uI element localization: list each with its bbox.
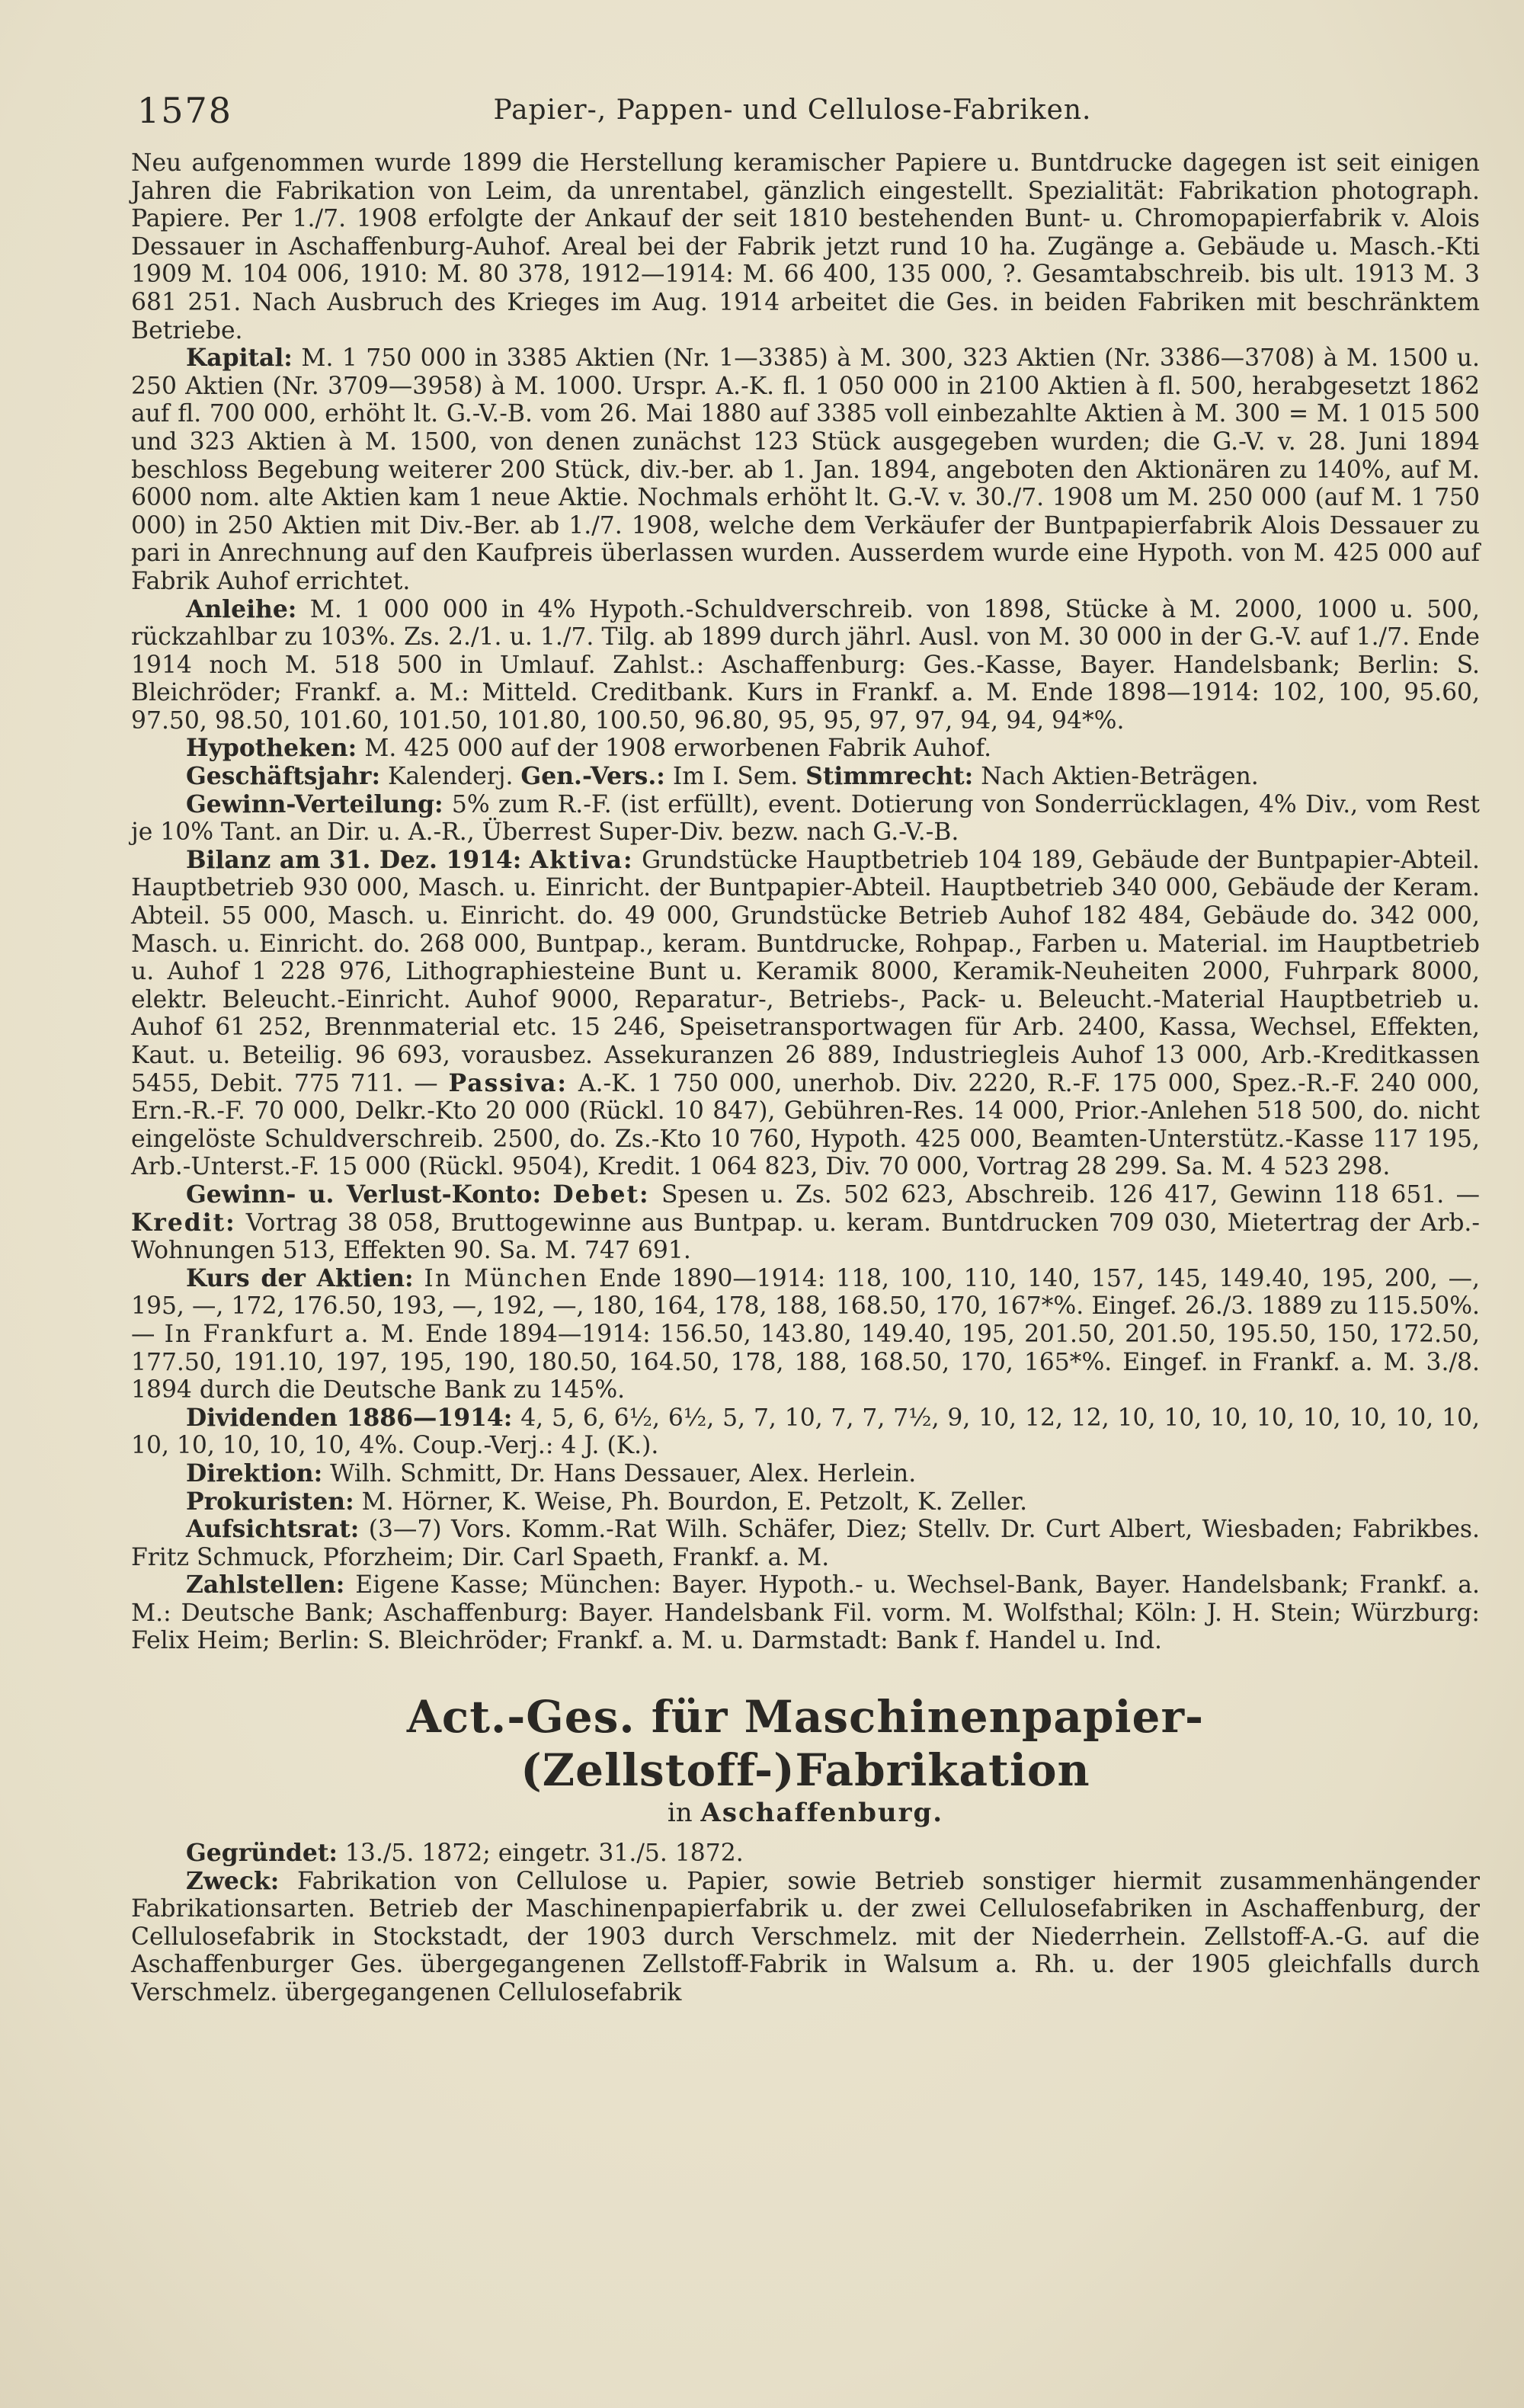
zahlstellen-label: Zahlstellen: xyxy=(186,1571,345,1599)
prokuristen-paragraph xyxy=(131,1488,1480,1516)
aufsichtsrat-paragraph xyxy=(131,1516,1480,1571)
stimmrecht-text: Nach Aktien-Beträgen. xyxy=(981,763,1259,791)
direktion-label: Direktion: xyxy=(186,1459,323,1487)
kapital-text: M. 1 750 000 in 3385 Aktien (Nr. 1—3385) à M. 300, 323 Aktien (Nr. 3386—3708) à M. 1500 u. 250 Aktien (Nr. 3709—3958) à M. 1000. Urspr. A.-K. fl. 1 050 000 in 2100 Aktien à fl. 500, herabgesetzt 1862 auf fl. 700 000, erhöht lt. G.-V.-B. vom 26. Mai 1880 auf 3385 voll einbezahlte Aktien à M. 300 = M. 1 015 500 und 323 Aktien à M. 1500, von denen zunächst 123 Stück ausgegeben wurden; die G.-V. v. 28. Juni 1894 beschloss Begebung weiterer 200 Stück, div.-ber. ab 1. Jan. 1894, angeboten den Aktionären zu 140%, auf M. 6000 nom. alte Aktien kam 1 neue Aktie. Nochmals erhöht lt. G.-V. v. 30./7. 1908 um M. 250 000 (auf M. 1 750 000) in 250 Aktien mit Div.-Ber. ab 1./7. 1908, welche dem Verkäufer der Buntpapierfabrik Alois Dessauer zu pari in Anrechnung auf den Kaufpreis überlassen wurden. Ausserdem wurde eine Hypoth. von M. 425 000 auf Fabrik Auhof errichtet. xyxy=(131,344,1481,595)
gewinnverteilung-label: Gewinn-Verteilung: xyxy=(186,790,443,818)
dividenden-label: Dividenden 1886—1914: xyxy=(186,1404,513,1432)
geschaeftsjahr-paragraph xyxy=(131,763,1480,791)
dividenden-text: 4, 5, 6, 6½, 6½, 5, 7, 10, 7, 7, 7½, 9, 10, 12, 12, 10, 10, 10, 10, 10, 10, 10, 10, 10, 10, 10, 10, 10, 4%. Coup.-Verj.: 4 J. (K.). xyxy=(131,1404,1480,1460)
running-head: Papier-, Pappen- und Cellulose-Fabriken. xyxy=(493,94,1092,126)
zweck-paragraph xyxy=(131,1868,1480,2007)
gewinnverteilung-text: 5% zum R.-F. (ist erfüllt), event. Dotierung von Sonderrücklagen, 4% Div., vom Rest je 10% Tant. an Dir. u. A.-R., Überrest Super-Div. bezw. nach G.-V.-B. xyxy=(131,790,1480,847)
anleihe-paragraph xyxy=(131,596,1480,735)
stimmrecht-label: Stimmrecht: xyxy=(805,763,974,791)
kurs-text: Ende 1890—1914: 118, 100, 110, 140, 157, 145, 149.40, 195, 200, —, 195, —, 172, 176.50, 193, —, 192, —, 180, 164, 178, 188, 168.50, 170, 167*%. Eingef. 26./3. 1889 zu 115.50%. — xyxy=(131,1264,1480,1348)
kurs2-text: Ende 1894—1914: 156.50, 143.80, 149.40, 195, 201.50, 201.50, 195.50, 150, 172.50, 177.50, 191.10, 197, 195, 190, 180.50, 164.50, 178, 188, 168.50, 170, 165*%. Eingef. in Frankf. a. M. 3./8. 1894 durch die Deutsche Bank zu 145%. xyxy=(131,1320,1480,1404)
passiva-text: A.-K. 1 750 000, unerhob. Div. 2220, R.-F. 175 000, Spez.-R.-F. 240 000, Ern.-R.-F. 70 000, Delkr.-Kto 20 000 (Rückl. 10 847), Gebühren-Res. 14 000, Prior.-Anlehen 518 500, do. nicht eingelöste Schuldverschreib. 2500, do. Zs.-Kto 10 760, Hypoth. 425 000, Beamten-Unterstütz.-Kasse 117 195, Arb.-Unterst.-F. 15 000 (Rückl. 9504), Kredit. 1 064 823, Div. 70 000, Vortrag 28 299. Sa. M. 4 523 298. xyxy=(131,1069,1481,1181)
direktion-text: Wilh. Schmitt, Dr. Hans Dessauer, Alex. Herlein. xyxy=(330,1459,917,1487)
aktiva-text: Grundstücke Hauptbetrieb 104 189, Gebäude der Buntpapier-Abteil. Hauptbetrieb 930 000, Masch. u. Einricht. der Buntpapier-Abteil. Hauptbetrieb 340 000, Gebäude der Keram. Abteil. 55 000, Masch. u. Einricht. do. 49 000, Grundstücke Betrieb Auhof 182 484, Gebäude do. 342 000, Masch. u. Einricht. do. 268 000, Buntpap., keram. Buntdrucke, Rohpap., Farben u. Material. im Hauptbetrieb u. Auhof 1 228 976, Lithographiesteine Bunt u. Keramik 8000, Keramik-Neuheiten 2000, Fuhrpark 8000, elektr. Beleucht.-Einricht. Auhof 9000, Reparatur-, Betriebs-, Pack- u. Beleucht.-Material Hauptbetrieb u. Auhof 61 252, Brennmaterial etc. 15 246, Speisetransportwagen für Arb. 2400, Kassa, Wechsel, Effekten, Kaut. u. Beteilig. 96 693, vorausbez. Assekuranzen 26 889, Industriegleis Auhof 13 000, Arb.-Kreditkassen 5455, Debit. 775 711. — xyxy=(131,846,1481,1097)
anleihe-label: Anleihe: xyxy=(186,595,297,623)
direktion-paragraph xyxy=(131,1460,1480,1488)
kredit-text: Vortrag 38 058, Bruttogewinne aus Buntpap. u. keram. Buntdrucken 709 030, Mietertrag der Arb.-Wohnungen 513, Effekten 90. Sa. M. 747 691. xyxy=(131,1209,1480,1265)
kredit-label: Kredit: xyxy=(131,1209,236,1237)
company-city: Aschaffenburg. xyxy=(700,1798,944,1829)
company-title: Act.-Ges. für Maschinenpapier-(Zellstoff-)Fabrikation xyxy=(406,1691,1205,1797)
page-body xyxy=(131,149,1480,2007)
aufsichtsrat-label: Aufsichtsrat: xyxy=(186,1516,360,1544)
kapital-label: Kapital: xyxy=(186,344,293,373)
bilanz-label: Bilanz am 31. Dez. 1914: xyxy=(186,846,522,874)
page-number: 1578 xyxy=(137,90,233,131)
guv-paragraph xyxy=(131,1181,1480,1265)
kurs-frankfurt-label: In Frankfurt a. M. xyxy=(164,1320,416,1348)
guv-label: Gewinn- u. Verlust-Konto: xyxy=(186,1180,542,1209)
dividenden-paragraph xyxy=(131,1404,1480,1460)
kurs-muenchen-label: In München xyxy=(424,1264,589,1292)
company-location xyxy=(131,1797,1480,1829)
hypotheken-text: M. 425 000 auf der 1908 erworbenen Fabrik Auhof. xyxy=(364,735,992,763)
prokuristen-label: Prokuristen: xyxy=(186,1487,354,1516)
zahlstellen-paragraph xyxy=(131,1571,1480,1655)
debet-label: Debet: xyxy=(552,1180,650,1209)
gegruendet-paragraph xyxy=(131,1840,1480,1868)
bilanz-paragraph xyxy=(131,847,1480,1181)
geschaeftsjahr-label: Geschäftsjahr: xyxy=(186,763,381,791)
aktiva-label: Aktiva: xyxy=(529,846,634,874)
genvers-label: Gen.-Vers.: xyxy=(520,763,665,791)
hypotheken-paragraph xyxy=(131,735,1480,763)
gewinnverteilung-paragraph xyxy=(131,791,1480,847)
kurs-paragraph xyxy=(131,1265,1480,1404)
company-in-label: in xyxy=(667,1798,693,1829)
page-header xyxy=(137,90,1448,136)
passiva-label: Passiva: xyxy=(448,1069,568,1097)
geschaeftsjahr-text: Kalenderj. xyxy=(388,763,514,791)
intro-text: Neu aufgenommen wurde 1899 die Herstellung keramischer Papiere u. Buntdrucke dagegen ist seit einigen Jahren die Fabrikation von Leim, da unrentabel, gänzlich eingestellt. Spezialität: Fabrikation photograph. Papiere. Per 1./7. 1908 erfolgte der Ankauf der seit 1810 bestehenden Bunt- u. Chromopapierfabrik v. Alois Dessauer in Aschaffenburg-Auhof. Areal bei der Fabrik jetzt rund 10 ha. Zugänge a. Gebäude u. Masch.-Kti 1909 M. 104 006, 1910: M. 80 378, 1912—1914: M. 66 400, 135 000, ?. Gesamtabschreib. bis ult. 1913 M. 3 681 251. Nach Ausbruch des Krieges im Aug. 1914 arbeitet die Ges. in beiden Fabriken mit beschränktem Betriebe. xyxy=(131,149,1480,344)
zahlstellen-text: Eigene Kasse; München: Bayer. Hypoth.- u. Wechsel-Bank, Bayer. Handelsbank; Frankf. a. M.: Deutsche Bank; Aschaffenburg: Bayer. Handelsbank Fil. vorm. M. Wolfsthal; Köln: J. H. Stein; Würzburg: Felix Heim; Berlin: S. Bleichröder; Frankf. a. M. u. Darmstadt: Bank f. Handel u. Ind. xyxy=(131,1571,1480,1655)
gegruendet-text: 13./5. 1872; eingetr. 31./5. 1872. xyxy=(344,1840,744,1868)
kurs-label: Kurs der Aktien: xyxy=(186,1264,414,1292)
intro-paragraph xyxy=(131,149,1480,344)
prokuristen-text: M. Hörner, K. Weise, Ph. Bourdon, E. Petzolt, K. Zeller. xyxy=(361,1487,1028,1516)
genvers-text: Im I. Sem. xyxy=(672,763,799,791)
debet-text: Spesen u. Zs. 502 623, Abschreib. 126 417, Gewinn 118 651. — xyxy=(661,1180,1480,1209)
zweck-text: Fabrikation von Cellulose u. Papier, sowie Betrieb sonstiger hiermit zusammenhängender Fabrikationsarten. Betrieb der Maschinenpapierfabrik u. der zwei Cellulosefabriken in Aschaffenburg, der Cellulosefabrik in Stockstadt, der 1903 durch Verschmelz. mit der Niederrhein. Zellstoff-A.-G. auf die Aschaffenburger Ges. übergegangenen Zellstoff-Fabrik in Walsum a. Rh. u. der 1905 gleichfalls durch Verschmelz. übergegangenen Cellulosefabrik xyxy=(131,1867,1480,2007)
anleihe-text: M. 1 000 000 in 4% Hypoth.-Schuldverschreib. von 1898, Stücke à M. 2000, 1000 u. 500, rückzahlbar zu 103%. Zs. 2./1. u. 1./7. Tilg. ab 1899 durch jährl. Ausl. von M. 30 000 in der G.-V. auf 1./7. Ende 1914 noch M. 518 500 in Umlauf. Zahlst.: Aschaffenburg: Ges.-Kasse, Bayer. Handelsbank; Berlin: S. Bleichröder; Frankf. a. M.: Mitteld. Creditbank. Kurs in Frankf. a. M. Ende 1898—1914: 102, 100, 95.60, 97.50, 98.50, 101.60, 101.50, 101.80, 100.50, 96.80, 95, 95, 97, 97, 94, 94, 94*%. xyxy=(131,595,1480,735)
company-heading xyxy=(131,1690,1480,1829)
kapital-paragraph xyxy=(131,344,1480,595)
hypotheken-label: Hypotheken: xyxy=(186,735,357,763)
zweck-label: Zweck: xyxy=(186,1867,280,1895)
gegruendet-label: Gegründet: xyxy=(186,1840,338,1868)
aufsichtsrat-text: (3—7) Vors. Komm.-Rat Wilh. Schäfer, Diez; Stellv. Dr. Curt Albert, Wiesbaden; Fabrikbes. Fritz Schmuck, Pforzheim; Dir. Carl Spaeth, Frankf. a. M. xyxy=(131,1516,1480,1571)
